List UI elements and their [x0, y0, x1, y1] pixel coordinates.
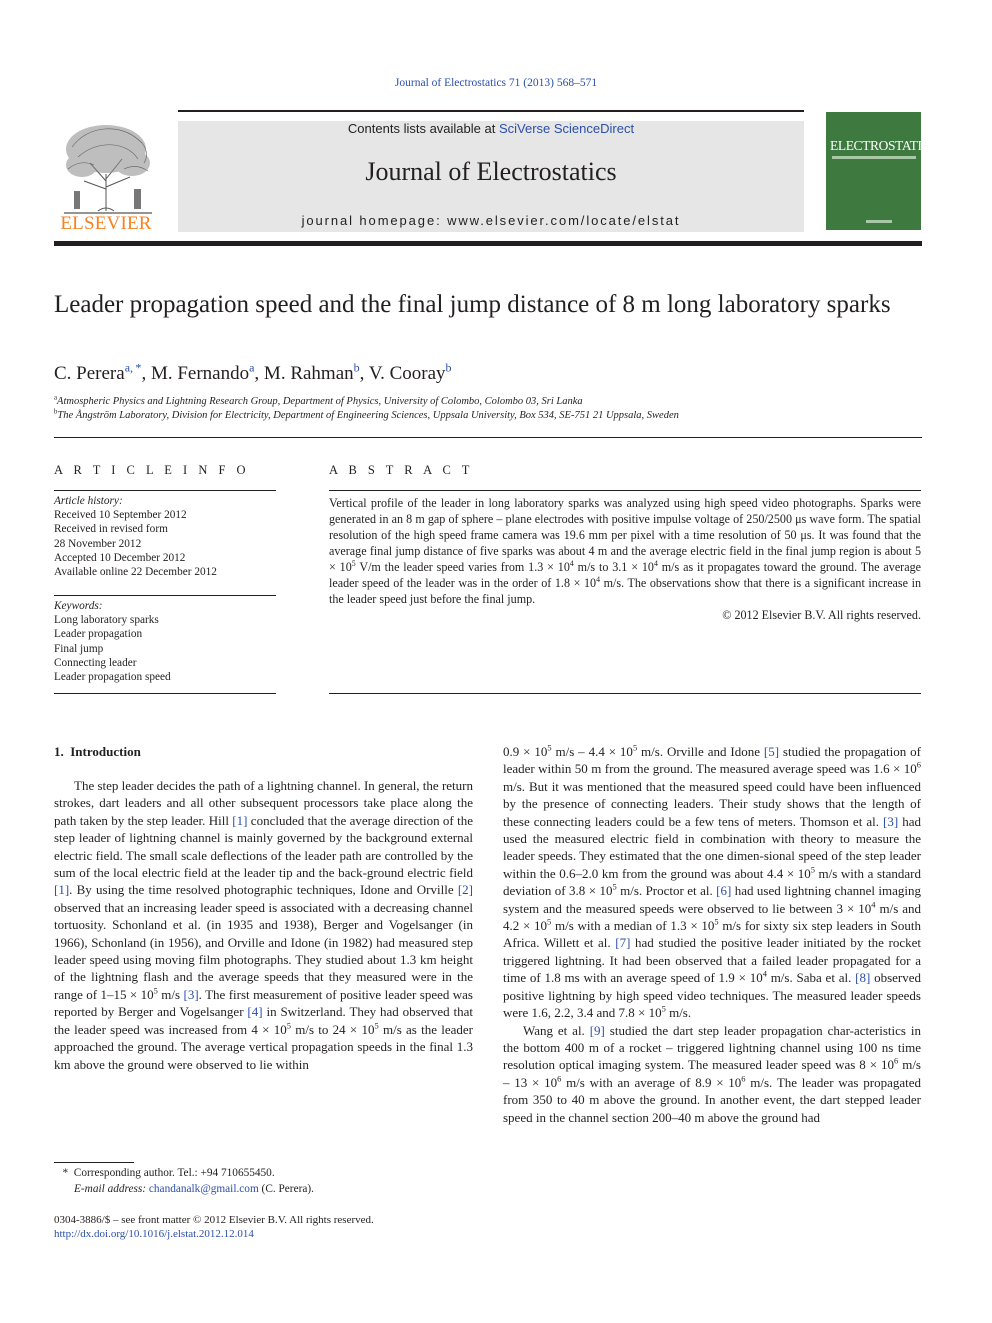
- journal-masthead: [178, 121, 804, 232]
- reference-link[interactable]: [6]: [716, 883, 732, 899]
- author-list: C. Perera$^{a, *}$, M. Fernando$^a$, M. Rahman$^b$, V. Cooray$^b$: [54, 360, 452, 384]
- email-suffix: (C. Perera).: [258, 1182, 314, 1195]
- contents-line: [178, 121, 804, 136]
- author-name[interactable]: V. Cooray: [368, 363, 446, 384]
- reference-link[interactable]: [1]: [232, 812, 248, 828]
- history-entry: 28 November 2012: [54, 537, 142, 550]
- keywords-label: Keywords:: [54, 600, 103, 612]
- article-title: Leader propagation speed and the final jump distance of 8 m long laboratory sparks: [54, 291, 891, 318]
- reference-link[interactable]: [3]: [883, 813, 899, 829]
- affiliation: [54, 396, 924, 407]
- history-entry: Received 10 September 2012: [54, 509, 187, 522]
- masthead-rule: [54, 241, 922, 246]
- affiliation: [54, 410, 924, 421]
- cover-title: ELECTROSTATICS: [830, 138, 938, 153]
- author-name[interactable]: M. Fernando: [150, 363, 250, 384]
- body-paragraph: The step leader decides the path of a lightning channel. In general, the return strokes, dart leaders and all other subsequent processors take place along the path taken by the step leader. Hill [1] concluded that the average direction of the step leader of lightning channel is mainly governed by the background external electric field. The small scale deflections of the leader path are controlled by the sum of the local electric field at the leader tip and the back-ground electric field [1]. By using the time resolved photographic techniques, Idone and Orville [2] observed that an increasing leader speed is associated with a decreasing channel tortuosity. Schonland et al. (in 1935 and 1938), Berger and Vogelsanger (in 1966), Schonland (in 1956), and Orville and Idone (in 1982) had measured step leader speed using moving film photographs. They studied about 1.3 km height of the lightning flash and the average speeds that they measured were in the range of $1-15 \times 10^5$ m/s [3]. The first measurement of positive leader speed was reported by Berger and Vogelsanger [4] in Switzerland. They had observed that the leader speed was increased from $4 \times 10^5$ m/s to $24 \times 10^5$ m/s as the leader approached the ground. The average vertical propagation speeds in the final 1.3 km above the ground were observed to lie within: [54, 778, 473, 1072]
- reference-link[interactable]: [7]: [615, 935, 631, 951]
- reference-link[interactable]: [3]: [183, 986, 199, 1002]
- cover-footer-bar: [866, 220, 892, 223]
- abstract-copyright: © 2012 Elsevier B.V. All rights reserved.: [722, 608, 921, 622]
- history-entry: Accepted 10 December 2012: [54, 551, 186, 564]
- reference-link[interactable]: [1]: [54, 882, 70, 898]
- affiliation-label: a: [54, 394, 58, 402]
- footnote-marker: *: [62, 1167, 69, 1179]
- reference-link[interactable]: [2]: [457, 882, 473, 898]
- body-paragraph: Wang et al. [9] studied the dart step leader propagation char-acteristics in the bottom 400 m of a rocket – triggered lightning channel using 100 ns time resolution optical imaging system. The measured leader speed was $8 \times 10^6$ $m/s - 13 \times 10^6$ m/s with an average of $8.9 \times 10^6$ m/s. The leader was propagated from 350 to 40 m above the ground. In another event, the dart stepped leader speed in the channel section 200–40 m above the ground had: [503, 1022, 921, 1125]
- article-info-rule: [54, 693, 276, 694]
- author-name[interactable]: C. Perera: [54, 363, 125, 384]
- keyword: Leader propagation: [54, 628, 143, 641]
- journal-citation[interactable]: Journal of Electrostatics 71 (2013) 568–571: [394, 77, 598, 89]
- title-block-rule: [54, 437, 922, 438]
- section-number: 1.: [54, 744, 64, 759]
- keywords: [54, 599, 276, 684]
- body-paragraph: $0.9 \times 10^5$ $m/s - 4.4 \times 10^5$ m/s. Orville and Idone [5] studied the propagation of leader within 50 m from the ground. The measured average speed was $1.6 \times 10^6$ m/s. But it was mentioned that the measured speed could have been influenced by the presence of connecting leaders. Their study shows that the length of these connecting leaders could be a few tens of meters. Thomson et al. [3] had used the measured electric field in combination with theory to measure the leader speeds. They estimated that the one dimen-sional speed of the step leader within the 0.6–2.0 km from the ground was about $4.4 \times 10^5$ m/s with a standard deviation of $3.8 \times 10^5$ m/s. Proctor et al. [6] had used lightning channel imaging system and the measured speeds were observed to lie between $3 \times 10^4$ m/s and $4.2 \times 10^5$ m/s with a median of $1.3 \times 10^5$ m/s for sixty six step leaders in South Africa. Willett et al. [7] had studied the positive leader initiated by the rocket triggered lightning. It had been observed that a failed leader propagated for a time of 1.8 ms with an average speed of $1.9 \times 10^4$ m/s. Saba et al. [8] observed positive lightning by high speed video techniques. The measured leader speeds were 1.6, 2.2, 3.4 and $7.8 \times 10^5$ m/s.: [503, 742, 922, 1021]
- keyword: Long laboratory sparks: [54, 614, 159, 627]
- keyword: Connecting leader: [54, 656, 137, 669]
- reference-link[interactable]: [4]: [247, 1004, 263, 1020]
- reference-link[interactable]: [5]: [763, 744, 780, 759]
- author-name[interactable]: M. Rahman: [263, 363, 354, 384]
- history-entry: Available online 22 December 2012: [54, 566, 217, 579]
- affiliation-text: Atmospheric Physics and Lightning Research Group, Department of Physics, University of Colombo, Colombo 03, Sri Lanka: [57, 396, 583, 407]
- publisher-wordmark: ELSEVIER: [60, 213, 152, 234]
- affiliation-label: b: [54, 408, 58, 416]
- corresponding-author-footnote: [54, 1166, 474, 1197]
- section-title: Introduction: [70, 744, 141, 759]
- article-history-label: Article history:: [54, 495, 123, 507]
- article-info-heading: A R T I C L E I N F O: [54, 463, 250, 477]
- journal-title: Journal of Electrostatics: [365, 157, 617, 186]
- abstract-rule: [329, 490, 921, 491]
- body-column-right: [503, 743, 921, 1126]
- article-info-rule: [54, 595, 276, 596]
- journal-cover-thumbnail[interactable]: [826, 112, 938, 230]
- affiliation-text: The Ångström Laboratory, Division for Electricity, Department of Engineering Sciences, Uppsala University, Box 534, SE-751 21 Uppsala, Sweden: [57, 410, 679, 421]
- doi-link[interactable]: http://dx.doi.org/10.1016/j.elstat.2012.12.014: [54, 1228, 254, 1240]
- author-affiliation-marker[interactable]: b: [353, 360, 360, 375]
- history-entry: Received in revised form: [54, 523, 168, 536]
- body-column-left: [54, 743, 473, 1073]
- article-info-rule: [54, 490, 276, 491]
- keyword: Final jump: [54, 642, 104, 655]
- header-rule: [178, 110, 804, 112]
- journal-homepage[interactable]: journal homepage: www.elsevier.com/locate/elstat: [301, 213, 681, 228]
- abstract-text: [329, 495, 921, 623]
- keyword: Leader propagation speed: [54, 671, 171, 684]
- email-link[interactable]: chandanalk@gmail.com: [148, 1182, 259, 1195]
- section-heading: [54, 743, 473, 760]
- reference-link[interactable]: [8]: [855, 970, 871, 986]
- email-label: E-mail address:: [74, 1182, 147, 1195]
- author-affiliation-marker[interactable]: a: [249, 360, 255, 375]
- abstract-heading: A B S T R A C T: [329, 463, 474, 477]
- corresponding-author: Corresponding author. Tel.: +94 710655450.: [73, 1167, 275, 1179]
- reference-link[interactable]: [9]: [589, 1022, 605, 1038]
- abstract-rule: [329, 693, 921, 694]
- article-history: [54, 494, 276, 579]
- contents-prefix: Contents lists available at: [347, 121, 499, 136]
- issn-line: 0304-3886/$ – see front matter © 2012 Elsevier B.V. All rights reserved.: [54, 1214, 374, 1226]
- author-affiliation-marker[interactable]: b: [445, 360, 452, 375]
- front-matter: [54, 1213, 474, 1241]
- author-affiliation-marker[interactable]: a, *: [124, 360, 142, 375]
- sciencedirect-link[interactable]: SciVerse ScienceDirect: [498, 121, 635, 136]
- cover-subtitle-bar: [832, 156, 916, 159]
- abstract-paragraph: Vertical profile of the leader in long laboratory sparks was analyzed using high speed video photographs. Sparks were generated in an 8 m gap of sphere – plane electrodes with positive impulse voltage of 250/2500 μs wave form. The spatial resolution of the high speed frame camera was 19.6 mm per pixel with a time resolution of 50 μs. It was found that the average final jump distance of five sparks was about 4 m and the average electric field in the final jump region is about $5 \times 10^5$ V/m the leader speed varies from $1.3 \times 10^4$ m/s to $3.1 \times 10^4$ m/s as it propagates toward the ground. The average leader speed of the leader was in the order of $1.8 \times 10^4$ m/s. The observations show that there is a significant increase in the leader speed just before the final jump.: [329, 496, 921, 606]
- footnote-rule: [54, 1162, 134, 1163]
